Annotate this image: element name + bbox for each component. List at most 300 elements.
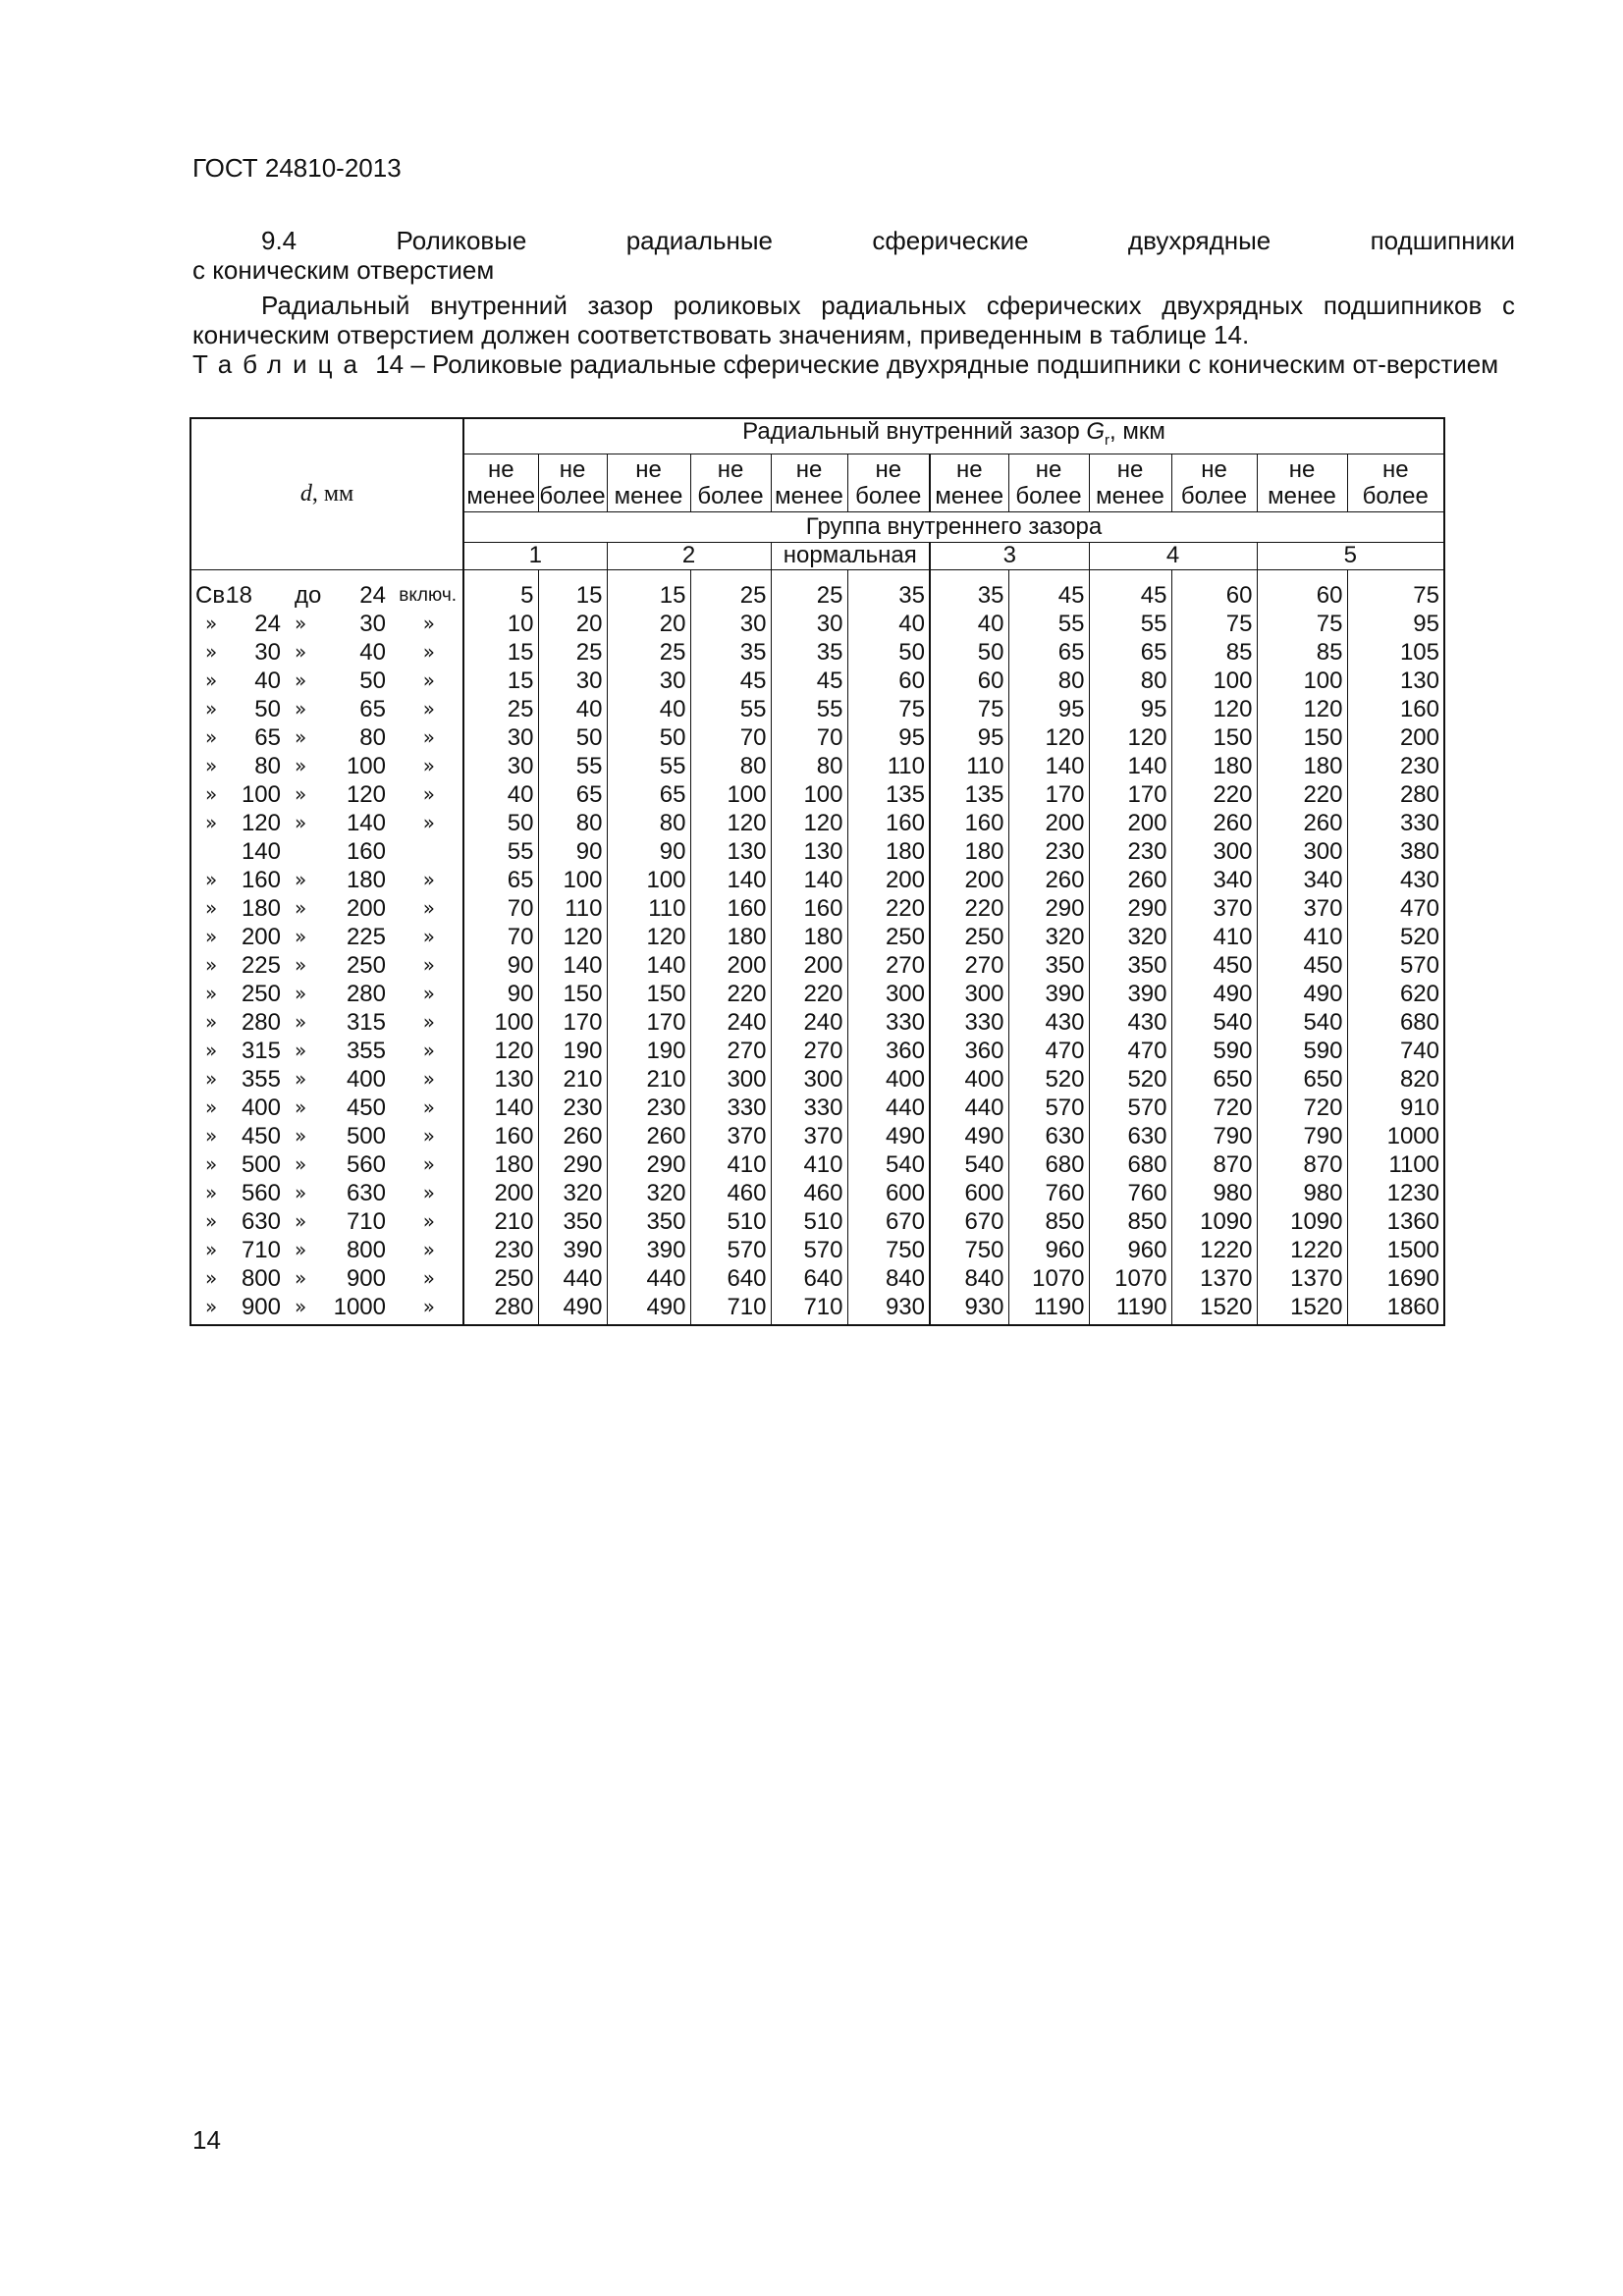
table-row [190, 837, 1444, 866]
value-min-cell: 790 [1257, 1122, 1347, 1150]
gap-cell [538, 569, 607, 581]
value-max-cell: 130 [1347, 667, 1444, 695]
range-to: 560 [346, 1151, 386, 1179]
value-max-cell: 1860 [1347, 1293, 1444, 1325]
value-min-cell: 100 [771, 780, 847, 809]
group-title: Группа внутреннего зазора [463, 511, 1444, 542]
value-max-cell: 960 [1008, 1236, 1089, 1264]
gap-cell [190, 569, 463, 581]
value-min-cell: 300 [1257, 837, 1347, 866]
quote-mark: » [295, 1039, 307, 1063]
table-row [190, 980, 1444, 1008]
value-max-cell: 930 [847, 1293, 930, 1325]
value-min-cell: 140 [771, 866, 847, 894]
min-header [1089, 454, 1171, 511]
group-cell: 2 [607, 542, 771, 569]
quote-mark: » [295, 668, 307, 693]
value-max-cell: 350 [1008, 951, 1089, 980]
range-from: 120 [241, 810, 281, 837]
value-min-cell: 290 [607, 1150, 690, 1179]
value-min-cell: 680 [1089, 1150, 1171, 1179]
range-to: 1000 [333, 1294, 386, 1321]
value-max-cell: 180 [1171, 752, 1257, 780]
value-min-cell: 100 [463, 1008, 538, 1037]
range-to: 400 [346, 1066, 386, 1094]
quote-mark: » [205, 1266, 218, 1291]
value-min-cell: 160 [930, 809, 1008, 837]
d-range-cell [190, 667, 463, 695]
range-from: 450 [241, 1123, 281, 1150]
value-min-cell: 300 [930, 980, 1008, 1008]
value-min-cell: 230 [607, 1094, 690, 1122]
value-max-cell: 260 [1008, 866, 1089, 894]
value-max-cell: 320 [1008, 923, 1089, 951]
value-max-cell: 40 [847, 610, 930, 638]
value-min-cell: 90 [463, 980, 538, 1008]
gap-cell [1347, 569, 1444, 581]
value-max-cell: 90 [538, 837, 607, 866]
value-min-cell: 20 [607, 610, 690, 638]
quote-mark: » [295, 725, 307, 750]
value-min-cell: 250 [930, 923, 1008, 951]
quote-mark: » [422, 1067, 435, 1092]
quote-mark: » [295, 612, 307, 636]
quote-mark: » [295, 1152, 307, 1177]
quote-mark: » [422, 1181, 435, 1205]
d-range-cell [190, 1065, 463, 1094]
value-min-cell: 40 [607, 695, 690, 723]
quote-mark: » [205, 953, 218, 978]
header-word: менее [1268, 482, 1336, 509]
quote-mark: » [422, 1295, 435, 1319]
value-max-cell: 460 [690, 1179, 771, 1207]
header-word: не [1035, 455, 1062, 483]
value-min-cell: 390 [607, 1236, 690, 1264]
value-max-cell: 330 [690, 1094, 771, 1122]
quote-mark: » [295, 1124, 307, 1148]
range-to: 65 [359, 696, 386, 723]
value-max-cell: 650 [1171, 1065, 1257, 1094]
value-max-cell: 710 [690, 1293, 771, 1325]
value-min-cell: 280 [463, 1293, 538, 1325]
range-from: 80 [254, 753, 281, 780]
quote-mark: » [422, 725, 435, 750]
value-min-cell: 15 [463, 667, 538, 695]
value-min-cell: 30 [463, 723, 538, 752]
value-max-cell: 170 [538, 1008, 607, 1037]
gap-cell [1171, 569, 1257, 581]
value-max-cell: 120 [690, 809, 771, 837]
range-from: 100 [241, 781, 281, 809]
value-min-cell: 220 [930, 894, 1008, 923]
table-row [190, 1150, 1444, 1179]
value-min-cell: 120 [771, 809, 847, 837]
value-min-cell: 390 [1089, 980, 1171, 1008]
range-from: 560 [241, 1180, 281, 1207]
min-header [1257, 454, 1347, 511]
value-max-cell: 65 [1008, 638, 1089, 667]
quote-mark: » [205, 1067, 218, 1092]
value-max-cell: 80 [690, 752, 771, 780]
value-min-cell: 40 [463, 780, 538, 809]
range-to: 50 [359, 667, 386, 695]
quote-mark: » [422, 982, 435, 1006]
value-min-cell: 200 [930, 866, 1008, 894]
value-min-cell: 570 [1089, 1094, 1171, 1122]
value-min-cell: 410 [771, 1150, 847, 1179]
value-min-cell: 540 [1257, 1008, 1347, 1037]
value-max-cell: 140 [538, 951, 607, 980]
range-to: 100 [346, 753, 386, 780]
quote-mark: » [205, 725, 218, 750]
value-min-cell: 980 [1257, 1179, 1347, 1207]
value-max-cell: 240 [690, 1008, 771, 1037]
value-min-cell: 80 [1089, 667, 1171, 695]
value-min-cell: 160 [771, 894, 847, 923]
value-min-cell: 1220 [1257, 1236, 1347, 1264]
value-min-cell: 370 [771, 1122, 847, 1150]
section-heading-line [192, 226, 1515, 255]
value-max-cell: 135 [847, 780, 930, 809]
value-max-cell: 470 [1347, 894, 1444, 923]
value-min-cell: 55 [1089, 610, 1171, 638]
header-word: менее [935, 482, 1004, 509]
value-max-cell: 330 [847, 1008, 930, 1037]
value-max-cell: 440 [847, 1094, 930, 1122]
value-min-cell: 350 [1089, 951, 1171, 980]
value-min-cell: 95 [930, 723, 1008, 752]
d-range-cell [190, 780, 463, 809]
value-max-cell: 400 [847, 1065, 930, 1094]
value-max-cell: 75 [847, 695, 930, 723]
value-max-cell: 110 [847, 752, 930, 780]
range-from: 160 [241, 867, 281, 894]
section-title-word: радиальные [625, 226, 774, 255]
quote-mark: » [205, 925, 218, 949]
value-max-cell: 100 [538, 866, 607, 894]
value-min-cell: 25 [463, 695, 538, 723]
value-min-cell: 1070 [1089, 1264, 1171, 1293]
value-min-cell: 490 [930, 1122, 1008, 1150]
value-max-cell: 370 [1171, 894, 1257, 923]
range-to: 800 [346, 1237, 386, 1264]
range-from: 280 [241, 1009, 281, 1037]
header-word: не [1288, 455, 1316, 483]
range-from: 180 [241, 895, 281, 923]
range-to: 900 [346, 1265, 386, 1293]
value-max-cell: 60 [847, 667, 930, 695]
table-row [190, 1236, 1444, 1264]
value-max-cell: 450 [1171, 951, 1257, 980]
value-min-cell: 540 [930, 1150, 1008, 1179]
value-min-cell: 720 [1257, 1094, 1347, 1122]
d-range-cell [190, 1150, 463, 1179]
range-from: 630 [241, 1208, 281, 1236]
gap-cell [690, 569, 771, 581]
value-max-cell: 60 [1171, 581, 1257, 610]
value-max-cell: 30 [690, 610, 771, 638]
value-max-cell: 25 [538, 638, 607, 667]
range-to: 355 [346, 1038, 386, 1065]
value-max-cell: 30 [538, 667, 607, 695]
value-min-cell: 450 [1257, 951, 1347, 980]
value-max-cell: 120 [538, 923, 607, 951]
d-range-cell [190, 638, 463, 667]
range-from: 800 [241, 1265, 281, 1293]
header-word: более [1180, 482, 1248, 509]
value-min-cell: 220 [771, 980, 847, 1008]
table-row [190, 1008, 1444, 1037]
value-min-cell: 150 [607, 980, 690, 1008]
min-header [771, 454, 847, 511]
gap-cell [930, 569, 1008, 581]
d-range-cell [190, 723, 463, 752]
table-row [190, 923, 1444, 951]
value-max-cell: 410 [690, 1150, 771, 1179]
value-min-cell: 1520 [1257, 1293, 1347, 1325]
value-min-cell: 170 [607, 1008, 690, 1037]
range-to: 450 [346, 1095, 386, 1122]
range-to: 250 [346, 952, 386, 980]
quote-mark: » [295, 1095, 307, 1120]
value-min-cell: 760 [1089, 1179, 1171, 1207]
table-row [190, 1207, 1444, 1236]
quote-mark: » [205, 782, 218, 807]
range-to: 225 [346, 924, 386, 951]
value-max-cell: 1220 [1171, 1236, 1257, 1264]
header-word: менее [1096, 482, 1164, 509]
value-min-cell: 190 [607, 1037, 690, 1065]
value-min-cell: 120 [607, 923, 690, 951]
table-caption-text: 14 – Роликовые радиальные сферические двухрядные подшипники с коническим от-верстием [375, 349, 1499, 379]
d-range-cell [190, 581, 463, 610]
range-from: 500 [241, 1151, 281, 1179]
value-max-cell: 360 [847, 1037, 930, 1065]
value-min-cell: 40 [930, 610, 1008, 638]
value-min-cell: 30 [607, 667, 690, 695]
d-range-cell [190, 1008, 463, 1037]
value-min-cell: 260 [1257, 809, 1347, 837]
header-word: более [1362, 482, 1429, 509]
value-max-cell: 15 [538, 581, 607, 610]
value-max-cell: 390 [1008, 980, 1089, 1008]
value-min-cell: 200 [1089, 809, 1171, 837]
header-word: не [559, 455, 586, 483]
quote-mark: » [205, 1181, 218, 1205]
d-range-cell [190, 752, 463, 780]
value-max-cell: 1370 [1171, 1264, 1257, 1293]
quote-mark: » [205, 754, 218, 778]
value-min-cell: 120 [463, 1037, 538, 1065]
value-min-cell: 330 [771, 1094, 847, 1122]
header-gap [190, 569, 1444, 581]
value-min-cell: 120 [1089, 723, 1171, 752]
value-max-cell: 510 [690, 1207, 771, 1236]
quote-mark: » [205, 1124, 218, 1148]
quote-mark: » [295, 640, 307, 665]
header-word: более [539, 482, 606, 509]
value-max-cell: 350 [538, 1207, 607, 1236]
value-min-cell: 120 [1257, 695, 1347, 723]
d-range-cell [190, 1207, 463, 1236]
gap-cell [1008, 569, 1089, 581]
value-max-cell: 340 [1171, 866, 1257, 894]
d-range-cell [190, 1037, 463, 1065]
quote-mark: » [422, 1266, 435, 1291]
range-suffix: включ. [399, 585, 457, 607]
table-row [190, 1094, 1444, 1122]
gap-cell [463, 569, 538, 581]
min-header [607, 454, 690, 511]
range-to: 40 [359, 639, 386, 667]
table-row [190, 695, 1444, 723]
value-max-cell: 840 [847, 1264, 930, 1293]
value-min-cell: 85 [1257, 638, 1347, 667]
range-from: 65 [254, 724, 281, 752]
header-word: не [717, 455, 744, 483]
value-min-cell: 25 [607, 638, 690, 667]
value-max-cell: 1500 [1347, 1236, 1444, 1264]
value-min-cell: 140 [607, 951, 690, 980]
quote-mark: » [422, 754, 435, 778]
d-range-cell [190, 837, 463, 866]
range-to: 200 [346, 895, 386, 923]
quote-mark: » [422, 1209, 435, 1234]
value-max-cell: 180 [690, 923, 771, 951]
table-row [190, 866, 1444, 894]
value-min-cell: 65 [463, 866, 538, 894]
value-min-cell: 490 [607, 1293, 690, 1325]
value-min-cell: 350 [607, 1207, 690, 1236]
section-title-continuation: с коническим отверстием [192, 255, 495, 285]
quote-mark: » [205, 1209, 218, 1234]
value-max-cell: 290 [538, 1150, 607, 1179]
value-max-cell: 1190 [1008, 1293, 1089, 1325]
value-max-cell: 370 [690, 1122, 771, 1150]
value-min-cell: 95 [1089, 695, 1171, 723]
value-max-cell: 95 [1008, 695, 1089, 723]
value-max-cell: 590 [1171, 1037, 1257, 1065]
value-max-cell: 160 [690, 894, 771, 923]
value-max-cell: 230 [1008, 837, 1089, 866]
value-max-cell: 180 [847, 837, 930, 866]
value-max-cell: 720 [1171, 1094, 1257, 1122]
d-range-cell [190, 1094, 463, 1122]
d-range-cell [190, 1236, 463, 1264]
value-min-cell: 100 [1257, 667, 1347, 695]
value-min-cell: 50 [463, 809, 538, 837]
value-min-cell: 100 [607, 866, 690, 894]
quote-mark: » [295, 1181, 307, 1205]
value-min-cell: 370 [1257, 894, 1347, 923]
value-max-cell: 160 [1347, 695, 1444, 723]
table-row [190, 951, 1444, 980]
d-range-cell [190, 980, 463, 1008]
value-min-cell: 10 [463, 610, 538, 638]
min-header [463, 454, 538, 511]
value-min-cell: 45 [1089, 581, 1171, 610]
value-max-cell: 85 [1171, 638, 1257, 667]
range-to: 630 [346, 1180, 386, 1207]
value-min-cell: 490 [1257, 980, 1347, 1008]
section-title-word: двухрядные [1127, 226, 1271, 255]
value-max-cell: 330 [1347, 809, 1444, 837]
quote-mark: » [422, 1124, 435, 1148]
quote-mark: » [295, 868, 307, 892]
value-min-cell: 70 [463, 894, 538, 923]
value-max-cell: 1100 [1347, 1150, 1444, 1179]
value-min-cell: 840 [930, 1264, 1008, 1293]
d-range-cell [190, 923, 463, 951]
d-range-cell [190, 809, 463, 837]
value-max-cell: 820 [1347, 1065, 1444, 1094]
value-max-cell: 120 [1008, 723, 1089, 752]
value-max-cell: 520 [1347, 923, 1444, 951]
value-max-cell: 760 [1008, 1179, 1089, 1207]
range-separator: до [295, 582, 322, 610]
value-min-cell: 250 [463, 1264, 538, 1293]
value-max-cell: 220 [690, 980, 771, 1008]
value-min-cell: 750 [930, 1236, 1008, 1264]
value-max-cell: 120 [1171, 695, 1257, 723]
value-max-cell: 260 [538, 1122, 607, 1150]
value-min-cell: 1090 [1257, 1207, 1347, 1236]
value-min-cell: 220 [1257, 780, 1347, 809]
value-max-cell: 680 [1008, 1150, 1089, 1179]
quote-mark: » [205, 668, 218, 693]
range-from: 900 [241, 1294, 281, 1321]
value-min-cell: 330 [930, 1008, 1008, 1037]
range-to: 280 [346, 981, 386, 1008]
value-min-cell: 300 [771, 1065, 847, 1094]
value-min-cell: 430 [1089, 1008, 1171, 1037]
header-word: не [1201, 455, 1227, 483]
quote-mark: » [295, 782, 307, 807]
value-min-cell: 650 [1257, 1065, 1347, 1094]
value-max-cell: 430 [1008, 1008, 1089, 1037]
range-from: 40 [254, 667, 281, 695]
header-word: не [955, 455, 983, 483]
value-min-cell: 30 [463, 752, 538, 780]
value-max-cell: 320 [538, 1179, 607, 1207]
page-number: 14 [192, 2125, 221, 2155]
value-max-cell: 150 [538, 980, 607, 1008]
section-number: 9.4 [261, 226, 298, 255]
range-from: 140 [241, 838, 281, 866]
value-min-cell: 50 [930, 638, 1008, 667]
group-cell: нормальная [771, 542, 930, 569]
value-max-cell: 130 [690, 837, 771, 866]
quote-mark: » [295, 1010, 307, 1035]
range-from: 400 [241, 1095, 281, 1122]
max-header [1171, 454, 1257, 511]
value-min-cell: 35 [771, 638, 847, 667]
value-min-cell: 180 [463, 1150, 538, 1179]
group-cell: 4 [1089, 542, 1257, 569]
value-max-cell: 105 [1347, 638, 1444, 667]
range-from: 200 [241, 924, 281, 951]
value-max-cell: 200 [690, 951, 771, 980]
value-max-cell: 200 [847, 866, 930, 894]
value-max-cell: 50 [538, 723, 607, 752]
quote-mark: » [422, 697, 435, 721]
value-max-cell: 260 [1171, 809, 1257, 837]
value-max-cell: 230 [538, 1094, 607, 1122]
quote-mark: » [422, 612, 435, 636]
table-row [190, 1037, 1444, 1065]
value-max-cell: 55 [1008, 610, 1089, 638]
value-min-cell: 80 [771, 752, 847, 780]
